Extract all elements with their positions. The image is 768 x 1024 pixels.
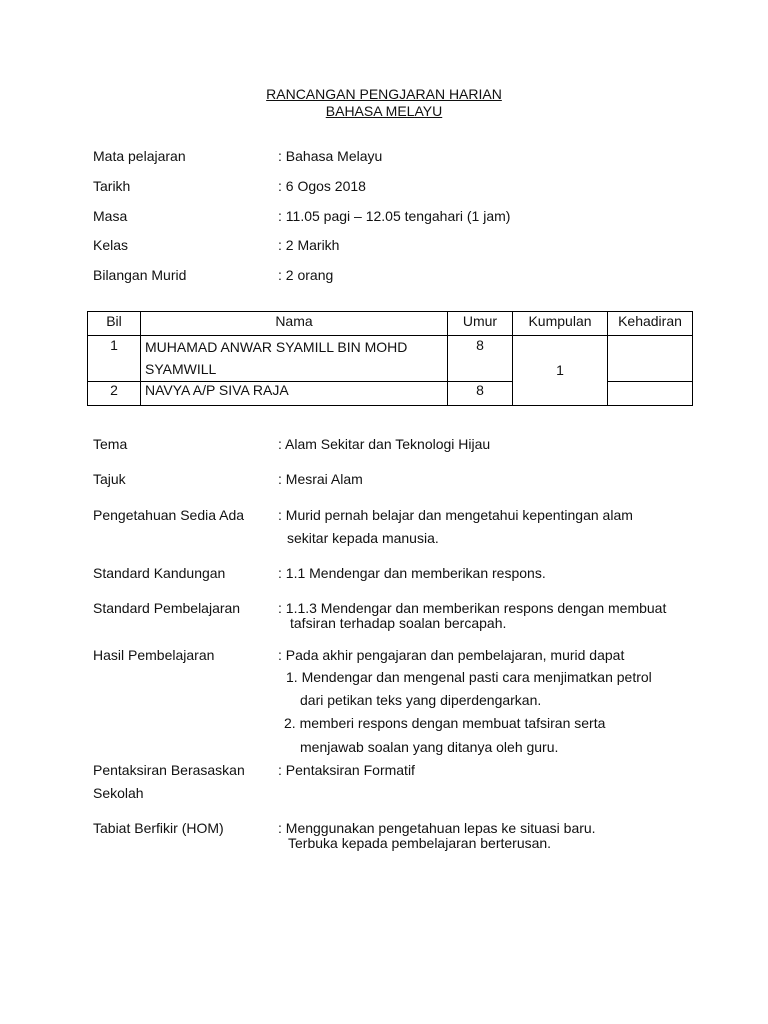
value-standard-pembelajaran-line1: : 1.1.3 Mendengar dan memberikan respons dengan membuat	[278, 600, 667, 616]
value-pentaksiran: : Pentaksiran Formatif	[278, 762, 415, 778]
label-tema: Tema	[93, 436, 128, 452]
value-pengetahuan-line1: : Murid pernah belajar dan mengetahui kepentingan alam	[278, 507, 633, 523]
value-standard-kandungan: : 1.1 Mendengar dan memberikan respons.	[278, 565, 546, 581]
row1-bil: 1	[88, 336, 141, 382]
label-pentaksiran-line2: Sekolah	[93, 785, 144, 801]
value-hasil-item2-line1: 2. memberi respons dengan membuat tafsiran serta	[284, 715, 606, 731]
row1-nama-line1: MUHAMAD ANWAR SYAMILL BIN MOHD	[145, 339, 408, 355]
value-standard-pembelajaran-line2: tafsiran terhadap soalan bercapah.	[290, 615, 507, 631]
info-value-tarikh: : 6 Ogos 2018	[278, 178, 366, 194]
label-tajuk: Tajuk	[93, 471, 126, 487]
document-subtitle: BAHASA MELAYU	[325, 103, 443, 119]
document-title: RANCANGAN PENGJARAN HARIAN	[266, 86, 502, 102]
label-pengetahuan: Pengetahuan Sedia Ada	[93, 507, 245, 523]
row1-kehadiran	[608, 336, 693, 382]
info-value-mata-pelajaran: : Bahasa Melayu	[278, 148, 383, 164]
value-tabiat-line2: Terbuka kepada pembelajaran berterusan.	[288, 835, 552, 851]
table-row	[88, 336, 693, 382]
header-kehadiran: Kehadiran	[608, 312, 693, 336]
header-bil: Bil	[88, 312, 141, 336]
info-value-kelas: : 2 Marikh	[278, 237, 340, 253]
info-value-masa: : 11.05 pagi – 12.05 tengahari (1 jam)	[278, 208, 511, 224]
label-standard-kandungan: Standard Kandungan	[93, 565, 226, 581]
row2-kehadiran	[608, 382, 693, 406]
row1-nama-line2: SYAMWILL	[145, 361, 217, 377]
info-label-kelas: Kelas	[93, 237, 129, 253]
header-kumpulan: Kumpulan	[513, 312, 608, 336]
label-tabiat-berfikir: Tabiat Berfikir (HOM)	[93, 820, 224, 836]
value-tajuk: : Mesrai Alam	[278, 471, 363, 487]
value-tema: : Alam Sekitar dan Teknologi Hijau	[278, 436, 491, 452]
info-label-masa: Masa	[93, 208, 128, 224]
row2-nama: NAVYA A/P SIVA RAJA	[141, 382, 448, 406]
header-nama: Nama	[141, 312, 448, 336]
value-hasil-item1-line2: dari petikan teks yang diperdengarkan.	[300, 692, 542, 708]
label-hasil-pembelajaran: Hasil Pembelajaran	[93, 647, 215, 663]
value-hasil-intro: : Pada akhir pengajaran dan pembelajaran, murid dapat	[278, 647, 625, 663]
row1-umur: 8	[448, 336, 513, 382]
row2-umur: 8	[448, 382, 513, 406]
info-value-bilangan-murid: : 2 orang	[278, 267, 334, 283]
value-pengetahuan-line2: sekitar kepada manusia.	[287, 530, 439, 546]
value-hasil-item2-line2: menjawab soalan yang ditanya oleh guru.	[300, 739, 559, 755]
table-header-row	[88, 312, 693, 336]
student-table	[87, 311, 693, 406]
kumpulan-cell: 1	[513, 336, 608, 406]
value-tabiat-line1: : Menggunakan pengetahuan lepas ke situasi baru.	[278, 820, 596, 836]
label-pentaksiran-line1: Pentaksiran Berasaskan	[93, 762, 245, 778]
row1-nama	[141, 336, 448, 382]
info-label-tarikh: Tarikh	[93, 178, 131, 194]
info-label-mata-pelajaran: Mata pelajaran	[93, 148, 186, 164]
row2-bil: 2	[88, 382, 141, 406]
value-hasil-item1-line1: 1. Mendengar dan mengenal pasti cara menjimatkan petrol	[286, 669, 652, 685]
label-standard-pembelajaran: Standard Pembelajaran	[93, 600, 241, 616]
header-umur: Umur	[448, 312, 513, 336]
info-label-bilangan-murid: Bilangan Murid	[93, 267, 187, 283]
